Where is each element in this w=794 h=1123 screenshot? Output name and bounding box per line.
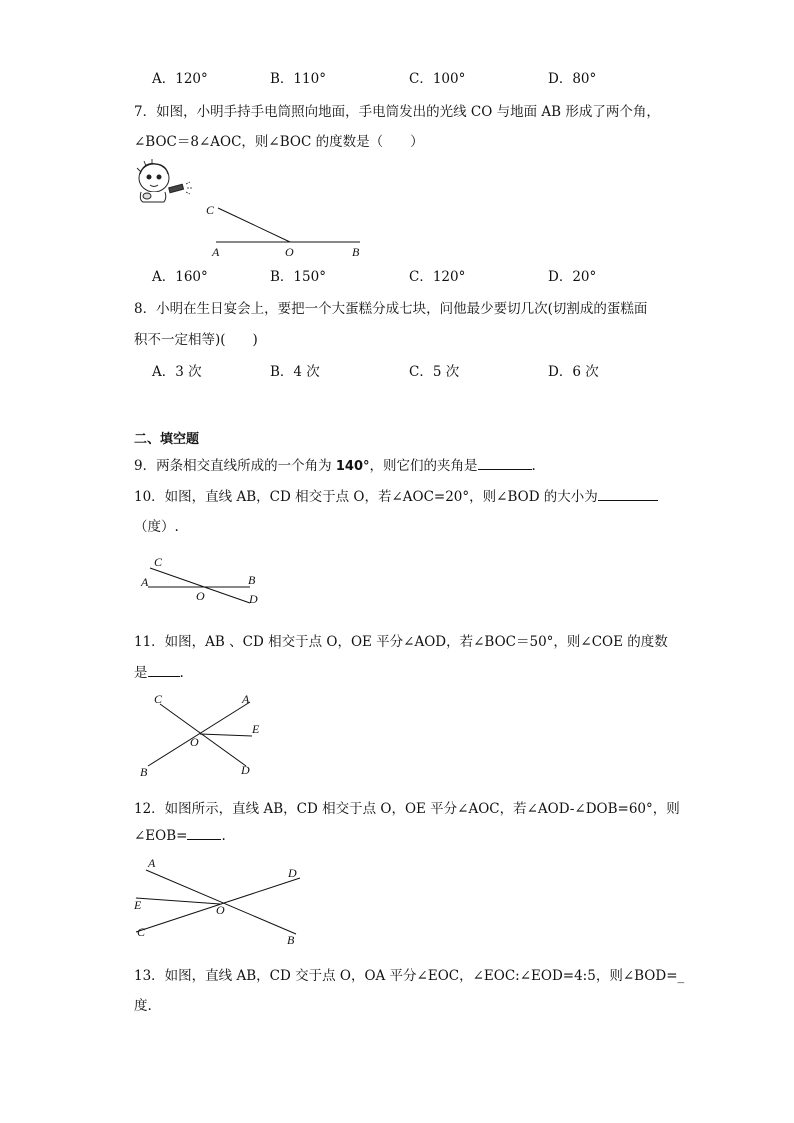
- label-d: D: [241, 763, 250, 777]
- q7-option-b[interactable]: B．150°: [270, 269, 326, 285]
- label-b: B: [287, 933, 295, 947]
- q11-figure: [138, 690, 268, 780]
- q9-angle-value: 140°: [335, 459, 370, 474]
- q8-text-line1: 8．小明在生日宴会上，要把一个大蛋糕分成七块，问他最少要切几次(切割成的蛋糕面: [134, 301, 648, 317]
- q13-text-line2: 度.: [134, 998, 152, 1014]
- label-c: C: [206, 203, 215, 217]
- label-a: A: [141, 575, 149, 589]
- q6-option-d[interactable]: D．80°: [548, 71, 597, 87]
- label-o: O: [216, 903, 225, 917]
- q10-text-line2: （度）.: [134, 519, 179, 535]
- q12-figure: [132, 852, 312, 948]
- label-c: C: [137, 925, 146, 939]
- q6-option-a[interactable]: A．120°: [152, 71, 208, 87]
- q7-option-c[interactable]: C．120°: [409, 269, 466, 285]
- ray-oe: [200, 734, 252, 736]
- q11-end: .: [179, 665, 184, 681]
- q9-prefix: 9．两条相交直线所成的一个角为: [134, 458, 336, 474]
- q7-option-d[interactable]: D．20°: [548, 269, 597, 285]
- q7-option-a[interactable]: A．160°: [152, 269, 208, 285]
- q10-text-line1: 10．如图，直线 AB，CD 相交于点 O，若∠AOC=20°，则∠BOD 的大小为: [134, 489, 598, 505]
- q12-answer-blank[interactable]: [187, 827, 221, 840]
- label-c: C: [154, 555, 163, 569]
- question-9: [134, 454, 536, 474]
- q11-answer-blank[interactable]: [148, 664, 180, 677]
- label-e: E: [252, 722, 260, 736]
- label-a: A: [212, 245, 220, 259]
- q9-end: .: [531, 458, 536, 474]
- section-heading: 二、填空题: [134, 432, 200, 447]
- line-ab: [148, 702, 250, 766]
- q8-option-b[interactable]: B．4 次: [270, 364, 320, 380]
- line-ab: [146, 870, 296, 934]
- label-o: O: [196, 589, 205, 603]
- label-d: D: [288, 866, 297, 880]
- q9-suffix: ，则它们的夹角是: [369, 458, 478, 474]
- q6-option-b[interactable]: B．110°: [270, 71, 326, 87]
- label-c: C: [154, 692, 163, 706]
- q8-text-line2: 积不一定相等)( ): [134, 332, 258, 348]
- label-b: B: [248, 573, 256, 587]
- label-o: O: [190, 735, 199, 749]
- label-e: E: [134, 898, 142, 912]
- boy-with-flashlight-icon: [137, 159, 192, 202]
- q8-option-d[interactable]: D．6 次: [548, 364, 599, 380]
- label-d: D: [249, 592, 258, 606]
- ray-co: [218, 208, 290, 242]
- q13-text-line1: 13．如图，直线 AB，CD 交于点 O，OA 平分∠EOC，∠EOC:∠EOD=4:5，则∠BOD=_: [134, 968, 685, 984]
- label-b: B: [140, 765, 148, 779]
- q8-option-c[interactable]: C．5 次: [409, 364, 460, 380]
- q10-figure: [138, 554, 268, 610]
- q6-option-c[interactable]: C．100°: [409, 71, 466, 87]
- q12-end: .: [221, 828, 226, 844]
- q12-text-line1: 12．如图所示，直线 AB，CD 相交于点 O，OE 平分∠AOC，若∠AOD-∠DOB=60°，则: [134, 801, 680, 817]
- q12-text-line2: ∠EOB=: [134, 828, 188, 844]
- label-o: O: [285, 245, 294, 259]
- q8-option-a[interactable]: A．3 次: [152, 364, 202, 380]
- label-b: B: [352, 245, 360, 259]
- q7-text-line1: 7．如图，小明手持手电筒照向地面，手电筒发出的光线 CO 与地面 AB 形成了两个角，: [134, 104, 660, 120]
- label-a: A: [148, 856, 156, 870]
- q11-text-line1: 11．如图，AB 、CD 相交于点 O，OE 平分∠AOD，若∠BOC＝50°，则∠COE 的度数: [134, 634, 668, 650]
- q7-text-line2: ∠BOC＝8∠AOC，则∠BOC 的度数是（ ）: [134, 134, 424, 150]
- q7-figure: [130, 158, 370, 260]
- q10-answer-blank[interactable]: [598, 488, 658, 501]
- ray-oe: [136, 898, 220, 904]
- label-a: A: [242, 692, 250, 706]
- q11-text-line2: 是: [134, 665, 148, 681]
- q9-answer-blank[interactable]: [478, 457, 532, 470]
